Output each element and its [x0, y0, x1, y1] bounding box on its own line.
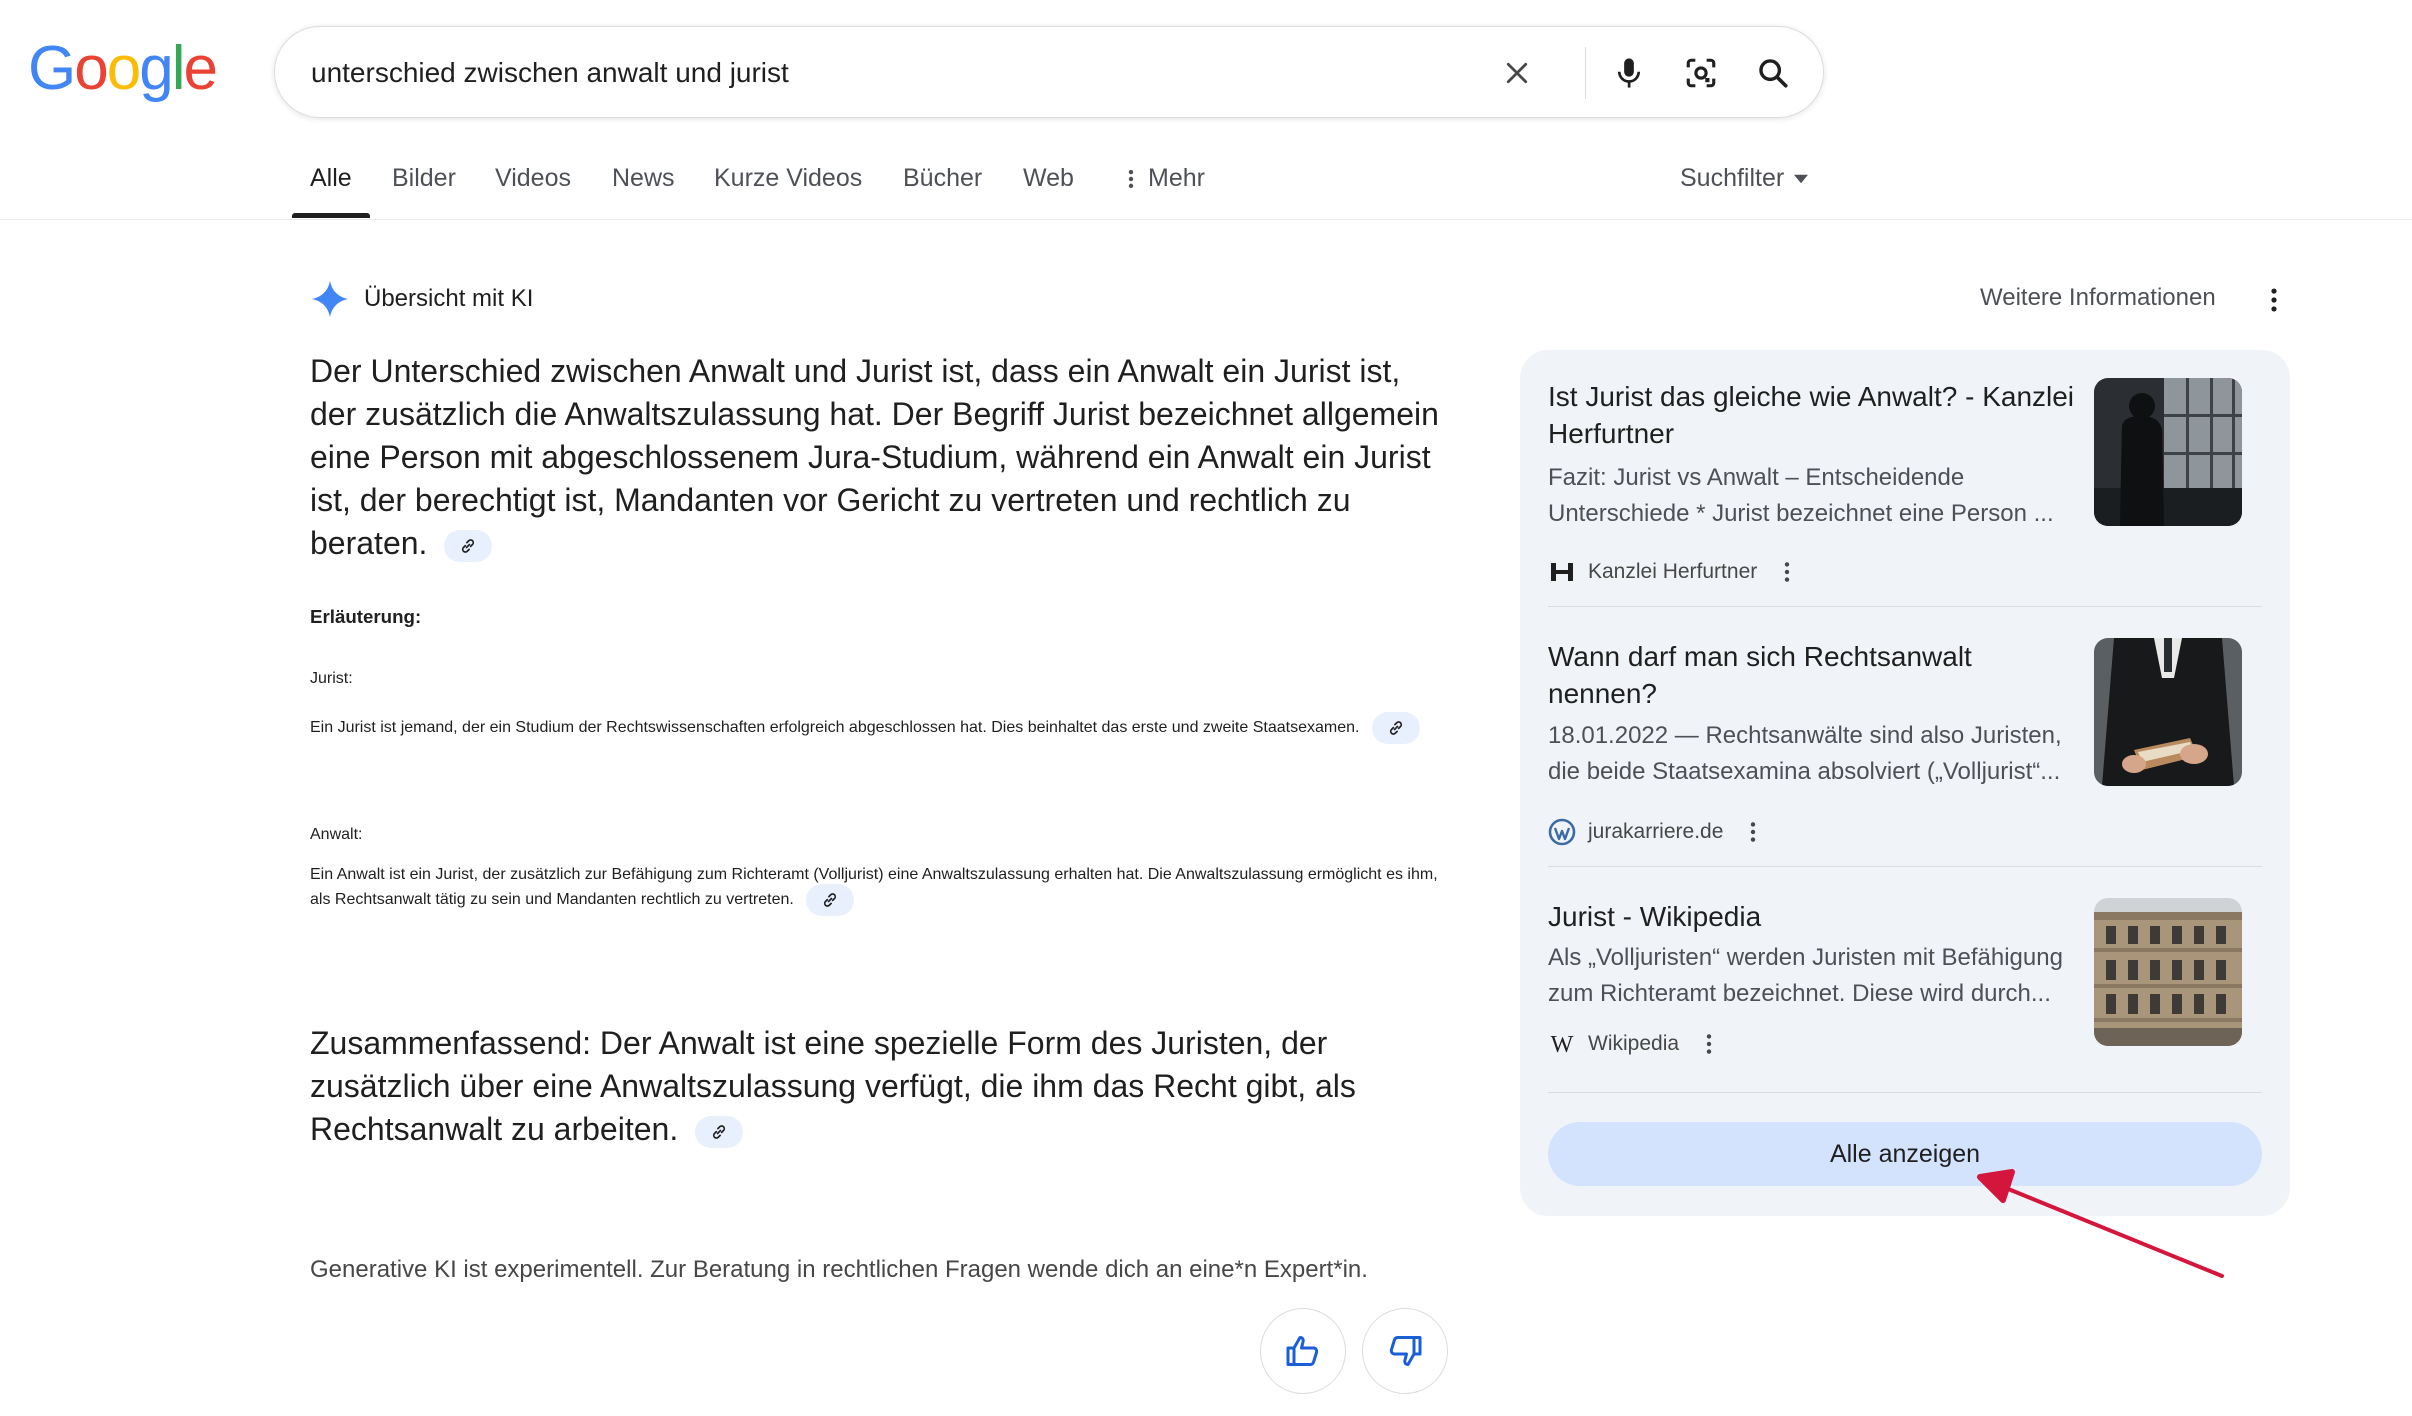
- source-title[interactable]: Ist Jurist das gleiche wie Anwalt? - Kanzlei Herfurtner: [1548, 381, 2075, 449]
- explanation-heading: Erläuterung:: [310, 606, 422, 627]
- search-filter-label: Suchfilter: [1680, 164, 1785, 192]
- tab-web[interactable]: Web: [1023, 164, 1074, 192]
- anwalt-heading: Anwalt:: [310, 826, 363, 843]
- logo-letter: l: [171, 34, 184, 103]
- snippet-line: zum Richteramt bezeichnet. Diese wird durch...: [1548, 980, 2051, 1007]
- thumbs-up-button[interactable]: [1260, 1308, 1346, 1394]
- sources-panel: [1520, 350, 2290, 1216]
- camera-lens-icon[interactable]: [1677, 49, 1725, 97]
- source-snippet: [1548, 460, 2088, 532]
- source-site-name: jurakarriere.de: [1588, 820, 1724, 843]
- summary-block: [310, 1022, 1450, 1151]
- source-thumbnail-building[interactable]: [2094, 898, 2242, 1046]
- link-icon: [1387, 719, 1405, 737]
- thumbs-down-button[interactable]: [1362, 1308, 1448, 1394]
- search-icon[interactable]: [1749, 49, 1797, 97]
- google-logo[interactable]: [28, 34, 216, 103]
- logo-letter: o: [74, 34, 107, 103]
- dropdown-arrow-icon: [1794, 174, 1808, 184]
- source-menu-icon[interactable]: [1739, 816, 1767, 848]
- source-snippet: [1548, 940, 2088, 1012]
- anwalt-text: Ein Anwalt ist ein Jurist, der zusätzlich zur Befähigung zum Richteramt (Volljurist) eine Anwaltszulassung erhalten hat. Die Anwaltszulassung ermöglicht es ihm, als Rechtsanwalt tätig zu sein und Mandanten rechtlich zu vertreten.: [310, 866, 1438, 909]
- jurist-text-block: [310, 712, 1450, 744]
- logo-letter: e: [183, 34, 216, 103]
- ai-overview-menu-icon[interactable]: [2256, 282, 2292, 318]
- more-info-link[interactable]: Weitere Informationen: [1980, 284, 2216, 311]
- card-divider: [1548, 866, 2262, 867]
- anwalt-text-block: [310, 866, 1450, 916]
- source-link-chip[interactable]: [444, 530, 492, 562]
- search-box[interactable]: [274, 26, 1824, 118]
- source-link-chip[interactable]: [1372, 712, 1420, 744]
- card-divider: [1548, 606, 2262, 607]
- ai-intro: [310, 350, 1450, 565]
- source-thumbnail-silhouette[interactable]: [2094, 378, 2242, 526]
- ai-disclaimer: Generative KI ist experimentell. Zur Beratung in rechtlichen Fragen wende dich an eine*n Expert*in.: [310, 1256, 1368, 1283]
- tab-mehr[interactable]: [1126, 164, 1205, 193]
- source-snippet: [1548, 718, 2088, 790]
- source-thumbnail-lawyer-book[interactable]: [2094, 638, 2242, 786]
- search-tabs: [0, 150, 2412, 220]
- clear-icon[interactable]: [1493, 49, 1541, 97]
- snippet-line: Unterschiede * Jurist bezeichnet eine Person ...: [1548, 500, 2054, 527]
- gemini-sparkle-icon: [310, 279, 350, 319]
- source-site-name: Wikipedia: [1588, 1032, 1680, 1055]
- tab-buecher[interactable]: Bücher: [903, 164, 983, 192]
- more-vert-icon: [1126, 168, 1136, 190]
- search-filter-button[interactable]: [1680, 164, 1808, 193]
- source-link-chip[interactable]: [695, 1116, 743, 1148]
- ai-overview-label: Übersicht mit KI: [364, 285, 534, 312]
- svg-text:W: W: [1550, 1032, 1574, 1058]
- logo-letter: G: [28, 34, 75, 103]
- source-title[interactable]: Jurist - Wikipedia: [1548, 901, 1762, 932]
- wordpress-favicon-icon: [1548, 818, 1576, 846]
- snippet-line: die beide Staatsexamina absolviert („Volljurist“...: [1548, 758, 2061, 785]
- search-input[interactable]: [311, 47, 1461, 99]
- source-link-chip[interactable]: [806, 884, 854, 916]
- tab-bilder[interactable]: Bilder: [392, 164, 456, 192]
- tab-news[interactable]: News: [612, 164, 675, 192]
- thumbs-up-icon: [1285, 1333, 1321, 1369]
- jurist-text: Ein Jurist ist jemand, der ein Studium der Rechtswissenschaften erfolgreich abgeschlossen hat. Dies beinhaltet das erste und zweite Staatsexamen.: [310, 719, 1360, 737]
- source-title[interactable]: Wann darf man sich Rechtsanwalt nennen?: [1548, 641, 1972, 709]
- tab-alle[interactable]: Alle: [310, 164, 352, 192]
- link-icon: [821, 891, 839, 909]
- source-menu-icon[interactable]: [1773, 556, 1801, 588]
- source-site-name: Kanzlei Herfurtner: [1588, 560, 1758, 583]
- search-separator: [1585, 47, 1586, 99]
- active-tab-indicator: [292, 213, 370, 218]
- source-menu-icon[interactable]: [1695, 1028, 1723, 1060]
- summary-text: Zusammenfassend: Der Anwalt ist eine spezielle Form des Juristen, der zusätzlich über eine Anwaltszulassung verfügt, die ihm das Recht gibt, als Rechtsanwalt zu arbeiten.: [310, 1025, 1356, 1147]
- card-divider: [1548, 1092, 2262, 1093]
- tab-mehr-label: Mehr: [1148, 164, 1205, 192]
- ai-overview-header: [310, 278, 533, 320]
- link-icon: [710, 1123, 728, 1141]
- source-site: [1548, 1028, 1723, 1060]
- snippet-line: Fazit: Jurist vs Anwalt – Entscheidende: [1548, 464, 1965, 491]
- logo-letter: o: [106, 34, 140, 103]
- tab-videos[interactable]: Videos: [495, 164, 571, 192]
- link-icon: [459, 537, 477, 555]
- snippet-line: Als „Volljuristen“ werden Juristen mit Befähigung: [1548, 944, 2063, 971]
- wikipedia-favicon-icon: [1548, 1030, 1576, 1058]
- microphone-icon[interactable]: [1605, 49, 1653, 97]
- thumbs-down-icon: [1387, 1333, 1423, 1369]
- snippet-line: 18.01.2022 — Rechtsanwälte sind also Juristen,: [1548, 722, 2062, 749]
- source-site: [1548, 556, 1801, 588]
- logo-letter: g: [139, 34, 172, 103]
- show-all-button[interactable]: Alle anzeigen: [1548, 1122, 2262, 1186]
- herfurtner-favicon-icon: [1548, 558, 1576, 586]
- tab-kurze-videos[interactable]: Kurze Videos: [714, 164, 863, 192]
- source-site: [1548, 816, 1767, 848]
- ai-intro-text: Der Unterschied zwischen Anwalt und Jurist ist, dass ein Anwalt ein Jurist ist, der zusätzlich die Anwaltszulassung hat. Der Begriff Jurist bezeichnet allgemein eine Person mit abgeschlossenem Jura-Studium, während ein Anwalt ein Jurist ist, der berechtigt ist, Mandanten vor Gericht zu vertreten und rechtlich zu beraten.: [310, 353, 1439, 561]
- jurist-heading: Jurist:: [310, 670, 353, 687]
